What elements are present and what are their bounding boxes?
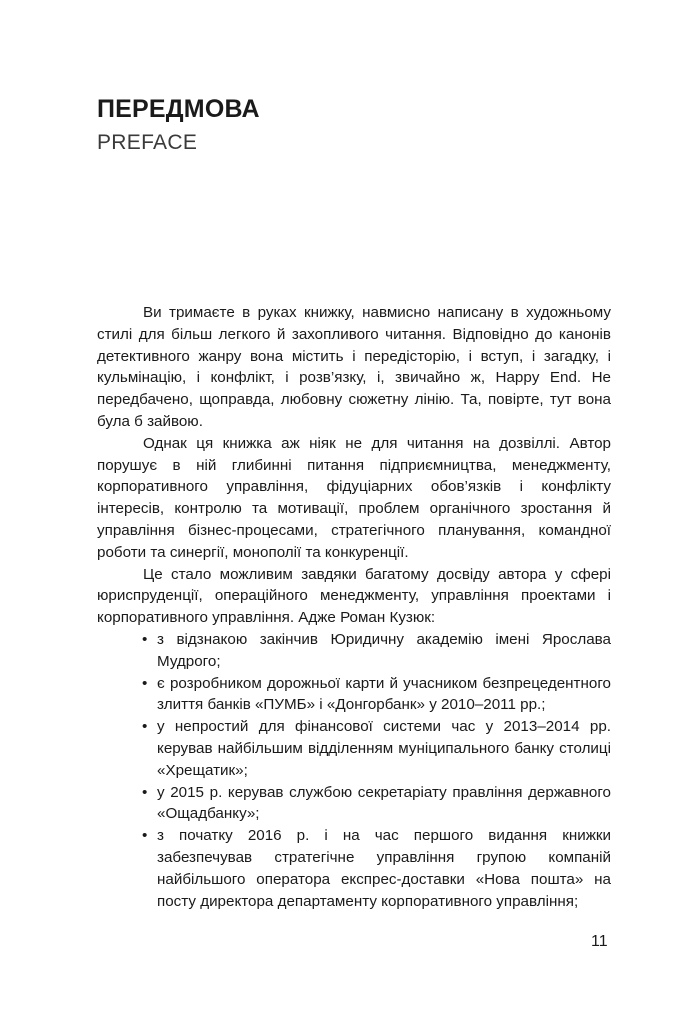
list-item (97, 825, 611, 912)
bullet-icon: • (142, 630, 148, 648)
chapter-title: ПЕРЕДМОВА (97, 95, 260, 123)
page-number: 11 (591, 933, 608, 950)
bullet-list (97, 629, 611, 912)
body-text (97, 302, 611, 912)
list-item-text: у непростий для фінансової системи час у 2013–2014 рр. керував найбільшим відділенням муніципального банку столиці «Хрещатик»; (157, 718, 611, 779)
paragraph: Однак ця книжка аж ніяк не для читання на дозвіллі. Автор порушує в ній глибинні питання підприємництва, менеджменту, корпоративного управління, фідуціарних обов’язків і конфлікту інтересів, контролю та мотивації, проблем органічного зростання й управління бізнес-процесами, стратегічного планування, командної роботи та синергії, монополії та конкуренції. (97, 434, 611, 561)
list-item (97, 673, 611, 717)
list-item (97, 782, 611, 826)
paragraph: Ви тримаєте в руках книжку, навмисно написану в художньому стилі для більш легкого й захопливого читання. Відповідно до канонів детективного жанру вона містить і передісторію, і вступ, і загадку, і кульмінацію, і конфлікт, і розв’язку, і, звичайно ж, Happy End. Не передбачено, щоправда, любовну сюжетну лінію. Та, повірте, тут вона була б зайвою. (97, 304, 611, 430)
list-item (97, 716, 611, 781)
list-item-text: з відзнакою закінчив Юридичну академію імені Ярослава Мудрого; (157, 630, 611, 670)
bullet-icon: • (142, 783, 148, 801)
chapter-subtitle: PREFACE (97, 131, 198, 154)
list-item-text: у 2015 р. керував службою секретаріату правління державного «Ощадбанку»; (157, 783, 611, 823)
bullet-icon: • (142, 674, 148, 692)
list-item-text: з початку 2016 р. і на час першого видання книжки забезпечував стратегічне управління групою компаній найбільшого оператора експрес-доставки «Нова пошта» на посту директора департаменту корпоративного управління; (157, 827, 611, 910)
list-item (97, 629, 611, 673)
list-item-text: є розробником дорожньої карти й учасником безпрецедентного злиття банків «ПУМБ» і «Донгорбанк» у 2010–2011 рр.; (157, 674, 611, 714)
bullet-icon: • (142, 827, 148, 845)
paragraph: Це стало можливим завдяки багатому досвіду автора у сфері юриспруденції, операційного менеджменту, управління проектами і корпоративного управління. Адже Роман Кузюк: (97, 565, 611, 627)
bullet-icon: • (142, 718, 148, 736)
